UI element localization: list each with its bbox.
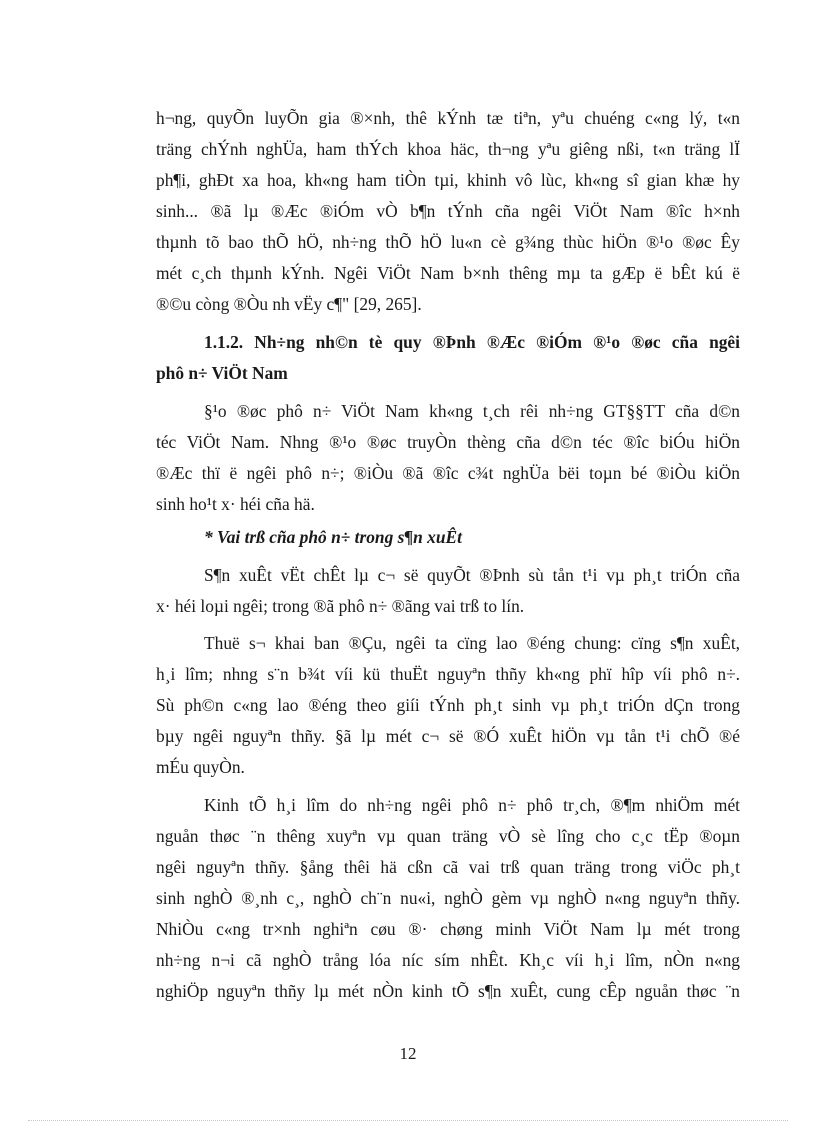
page-break-divider [28, 1120, 788, 1121]
paragraph-4-line-3: Sù ph©n c«ng lao ®éng theo giíi tÝnh ph¸t sinh vµ ph¸t triÓn dÇn trong [156, 695, 740, 715]
paragraph-4-line-4: bµy ngêi nguyªn thñy. §ã lµ mét c¬ së ®Ó xuÊt hiÖn vµ tån t¹i chÕ ®é [156, 726, 740, 746]
paragraph-5-line-7: nghiÖp nguyªn thñy lµ mét nÒn kinh tÕ s¶n xuÊt, cung cÊp nguån thøc ¨n [156, 981, 740, 1001]
paragraph-1-line-2: träng chÝnh nghÜa, ham thÝch khoa häc, th¬ng yªu giêng nßi, t«n träng lÏ [156, 139, 740, 159]
paragraph-5-line-2: nguån thøc ¨n thêng xuyªn vµ quan träng vÒ sè lîng cho c¸c tËp ®oµn [156, 826, 740, 846]
paragraph-4-line-2: h¸i lîm; nhng s¨n b¾t víi kü thuËt nguyªn thñy kh«ng phï hîp víi phô n÷. [156, 664, 740, 684]
paragraph-5-line-1: Kinh tÕ h¸i lîm do nh÷ng ngêi phô n÷ phô tr¸ch, ®¶m nhiÖm mét [204, 795, 740, 815]
paragraph-5-line-3: ngêi nguyªn thñy. §ång thêi hä cßn cã vai trß quan träng trong viÖc ph¸t [156, 857, 740, 877]
paragraph-1-line-1: h¬ng, quyÕn luyÕn gia ®×nh, thê kÝnh tæ tiªn, yªu chuéng c«ng lý, t«n [156, 108, 740, 128]
paragraph-1-line-7: ®©u còng ®Òu nh vËy c¶" [29, 265]. [156, 294, 422, 314]
paragraph-5-line-6: nh÷ng n¬i cã nghÒ trång lóa níc sím nhÊt. Kh¸c víi h¸i lîm, nÒn n«ng [156, 950, 740, 970]
paragraph-2-line-2: téc ViÖt Nam. Nhng ®¹o ®øc truyÒn thèng cña d©n téc ®îc biÓu hiÖn [156, 432, 740, 452]
paragraph-1-line-4: sinh... ®ã lµ ®Æc ®iÓm vÒ b¶n tÝnh cña ngêi ViÖt Nam ®îc h×nh [156, 201, 740, 221]
subheading: * Vai trß cña phô n÷ trong s¶n xuÊt [204, 527, 462, 547]
paragraph-3-line-1: S¶n xuÊt vËt chÊt lµ c¬ së quyÕt ®Þnh sù tån t¹i vµ ph¸t triÓn cña [204, 565, 740, 585]
paragraph-1-line-5: thµnh tõ bao thÕ hÖ, nh÷ng thÕ hÖ lu«n cè g¾ng thùc hiÖn ®¹o ®øc Êy [156, 232, 740, 252]
paragraph-2-line-4: sinh ho¹t x· héi cña hä. [156, 494, 315, 514]
paragraph-4-line-5: mÉu quyÒn. [156, 757, 245, 777]
section-heading-line-2: phô n÷ ViÖt Nam [156, 363, 288, 383]
paragraph-3-line-2: x· héi loµi ngêi; trong ®ã phô n÷ ®ãng vai trß to lín. [156, 596, 525, 616]
paragraph-5-line-4: sinh nghÒ ®¸nh c¸, nghÒ ch¨n nu«i, nghÒ gèm vµ nghÒ n«ng nguyªn thñy. [156, 888, 740, 908]
paragraph-1-line-3: ph¶i, ghÐt xa hoa, kh«ng ham tiÒn tµi, khinh vô lùc, kh«ng sî gian khæ hy [156, 170, 740, 190]
paragraph-2-line-3: ®Æc thï ë ngêi phô n÷; ®iÒu ®ã ®îc c¾t nghÜa bëi toµn bé ®iÒu kiÖn [156, 463, 740, 483]
paragraph-5-line-5: NhiÒu c«ng tr×nh nghiªn cøu ®· chøng minh ViÖt Nam lµ mét trong [156, 919, 740, 939]
section-heading-line-1: 1.1.2. Nh÷ng nh©n tè quy ®Þnh ®Æc ®iÓm ®¹o ®øc cña ngêi [204, 332, 740, 352]
paragraph-2-line-1: §¹o ®øc phô n÷ ViÖt Nam kh«ng t¸ch rêi nh÷ng GT§§TT cña d©n [204, 401, 740, 421]
paragraph-4-line-1: Thuë s¬ khai ban ®Çu, ngêi ta cïng lao ®éng chung: cïng s¶n xuÊt, [204, 633, 740, 653]
page-number: 12 [399, 1044, 417, 1063]
paragraph-1-line-6: mét c¸ch thµnh kÝnh. Ngêi ViÖt Nam b×nh thêng mµ ta gÆp ë bÊt kú ë [156, 263, 740, 283]
